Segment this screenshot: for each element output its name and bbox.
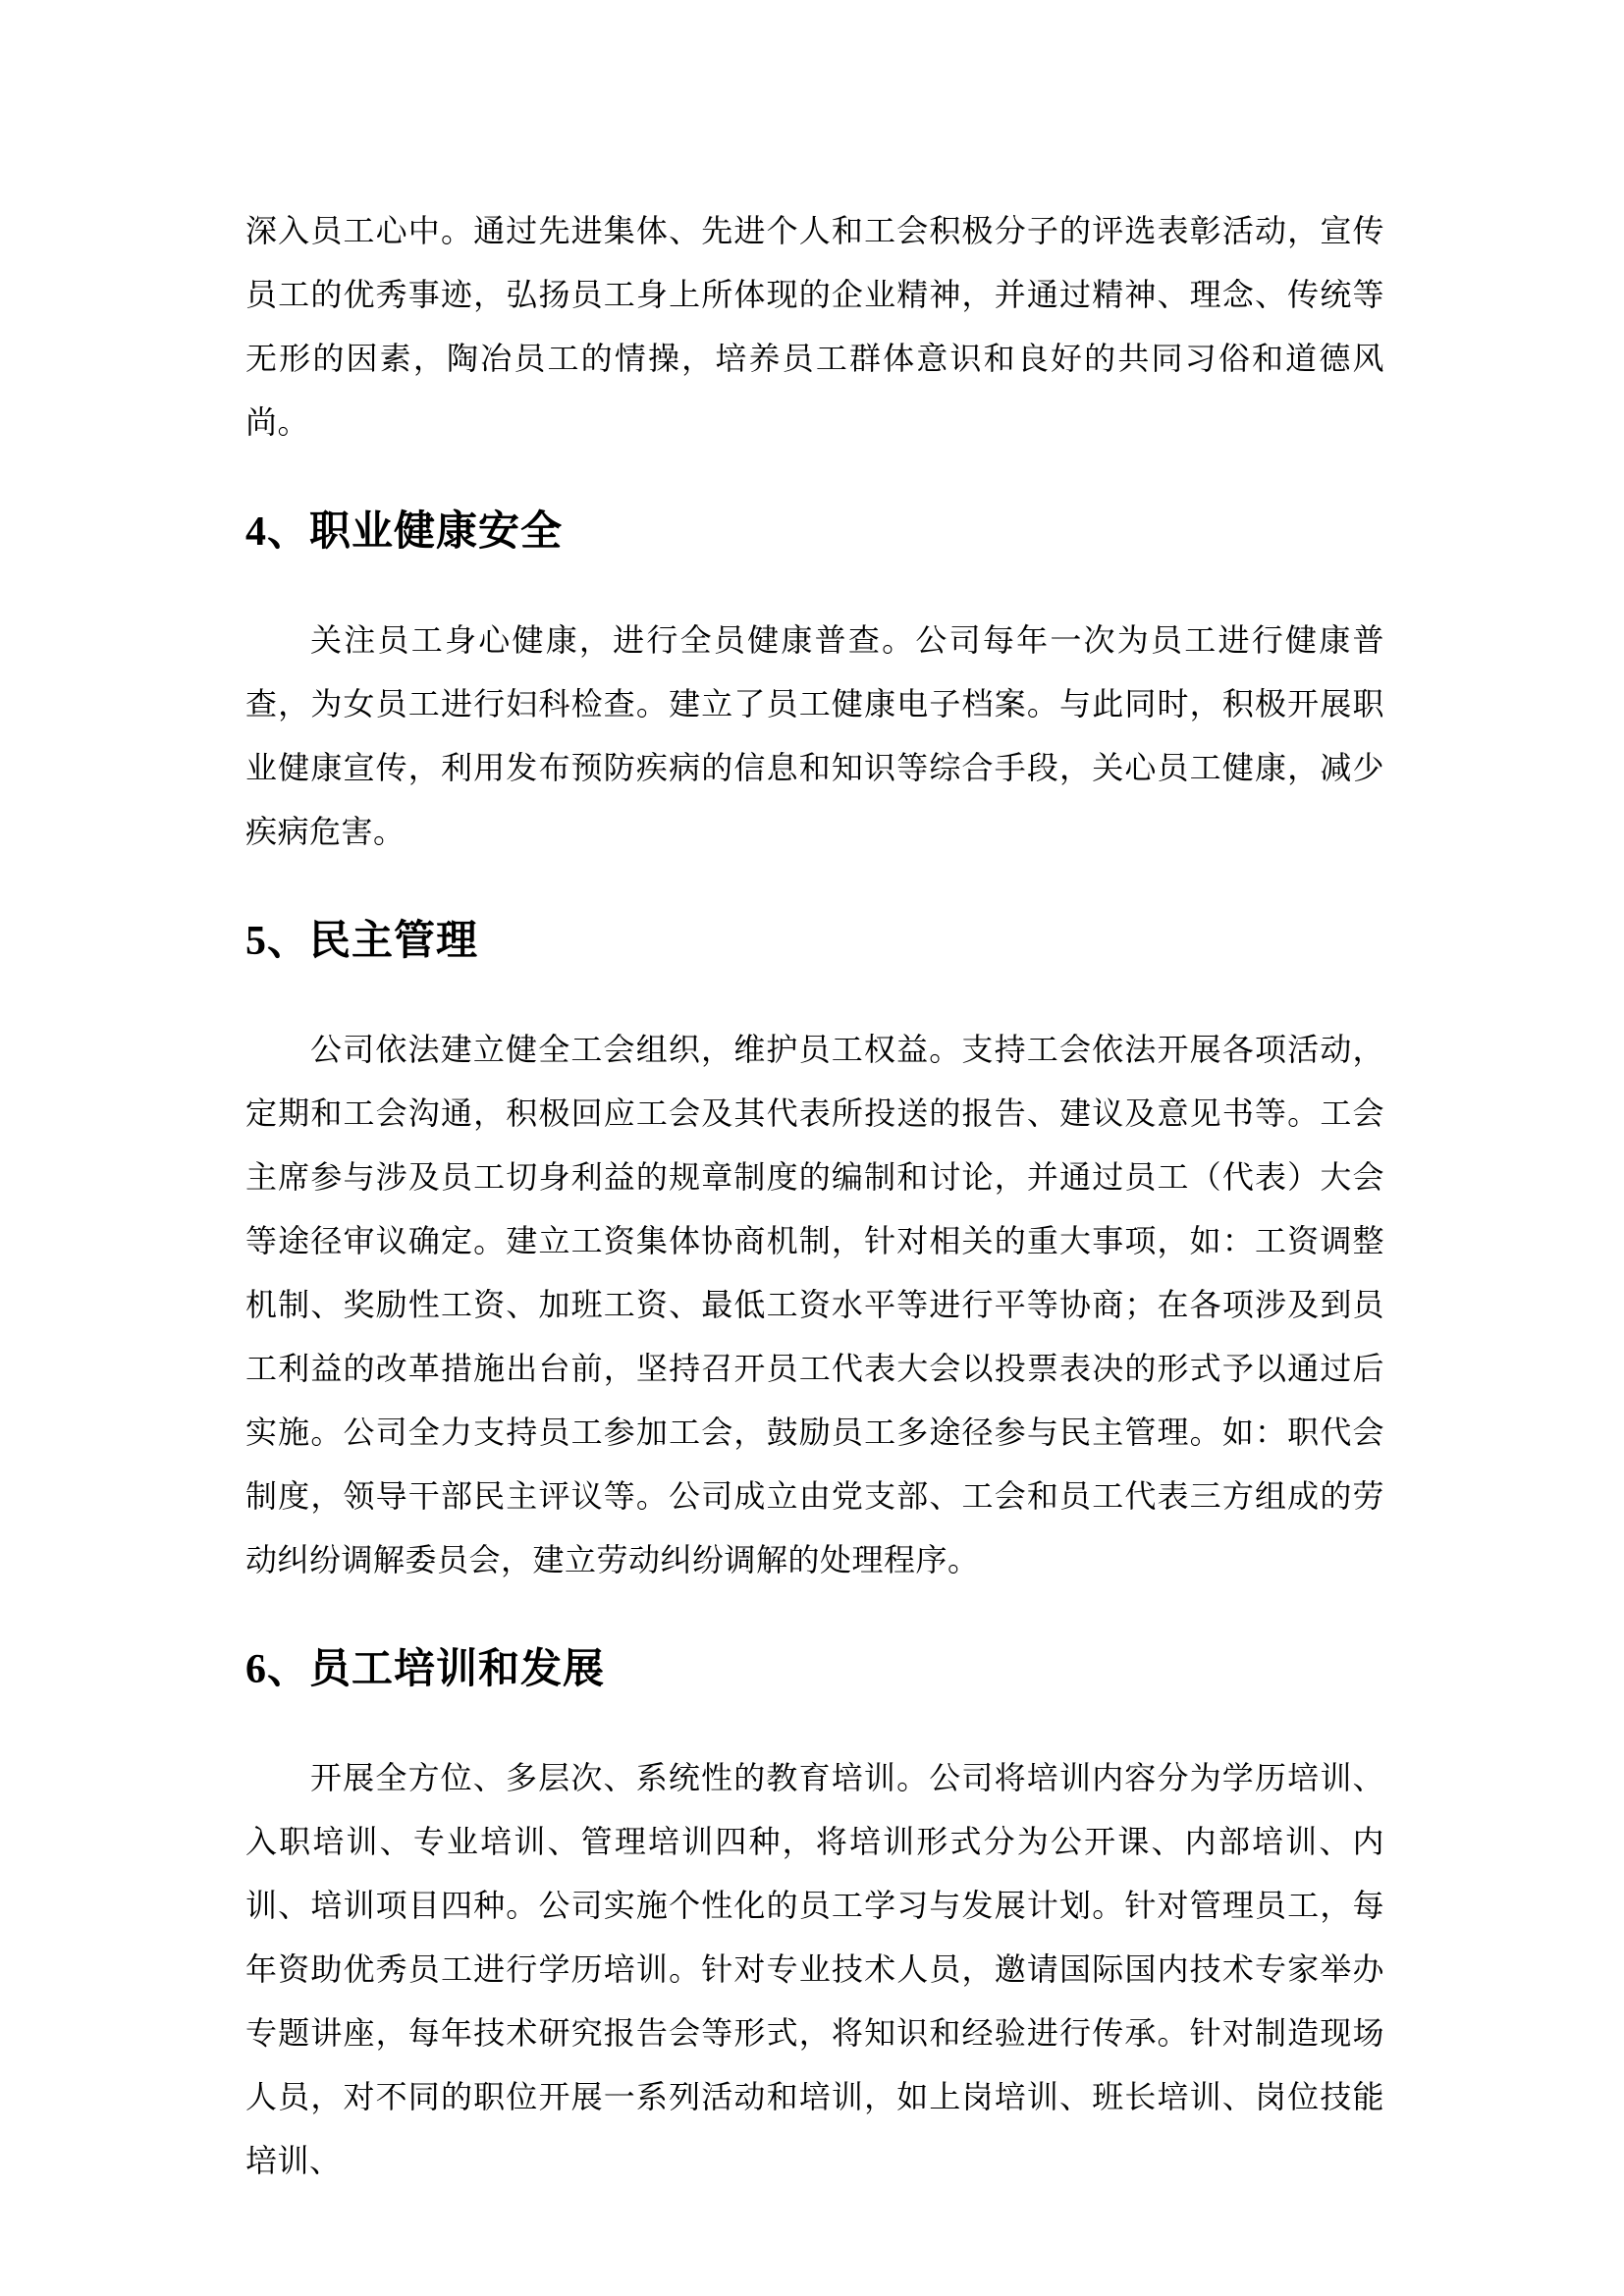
section-body-democratic-management: 公司依法建立健全工会组织，维护员工权益。支持工会依法开展各项活动，定期和工会沟通，积极回应工会及其代表所投送的报告、建议及意见书等。工会主席参与涉及员工切身利益的规章制度的编制和讨论，并通过员工（代表）大会等途径审议确定。建立工资集体协商机制，针对相关的重大事项，如：工资调整机制、奖励性工资、加班工资、最低工资水平等进行平等协商；在各项涉及到员工利益的改革措施出台前，坚持召开员工代表大会以投票表决的形式予以通过后实施。公司全力支持员工参加工会，鼓励员工多途径参与民主管理。如：职代会制度，领导干部民主评议等。公司成立由党支部、工会和员工代表三方组成的劳动纠纷调解委员会，建立劳动纠纷调解的处理程序。 bbox=[245, 1032, 1384, 1577]
page-content bbox=[245, 199, 1384, 2193]
section-body-occupational-health-safety: 关注员工身心健康，进行全员健康普查。公司每年一次为员工进行健康普查，为女员工进行妇科检查。建立了员工健康电子档案。与此同时，积极开展职业健康宣传，利用发布预防疾病的信息和知识等综合手段，关心员工健康，减少疾病危害。 bbox=[245, 622, 1384, 849]
section-heading-democratic-management: 5、民主管理 bbox=[245, 919, 479, 964]
section-heading-occupational-health-safety: 4、职业健康安全 bbox=[245, 509, 564, 555]
intro-paragraph: 深入员工心中。通过先进集体、先进个人和工会积极分子的评选表彰活动，宣传员工的优秀事迹，弘扬员工身上所体现的企业精神，并通过精神、理念、传统等无形的因素，陶冶员工的情操，培养员工群体意识和良好的共同习俗和道德风尚。 bbox=[245, 213, 1384, 440]
section-heading-employee-training-development: 6、员工培训和发展 bbox=[245, 1647, 606, 1692]
section-body-employee-training-development: 开展全方位、多层次、系统性的教育培训。公司将培训内容分为学历培训、入职培训、专业培训、管理培训四种，将培训形式分为公开课、内部培训、内训、培训项目四种。公司实施个性化的员工学习与发展计划。针对管理员工，每年资助优秀员工进行学历培训。针对专业技术人员，邀请国际国内技术专家举办专题讲座，每年技术研究报告会等形式，将知识和经验进行传承。针对制造现场人员，对不同的职位开展一系列活动和培训，如上岗培训、班长培训、岗位技能培训、 bbox=[245, 1760, 1384, 2178]
